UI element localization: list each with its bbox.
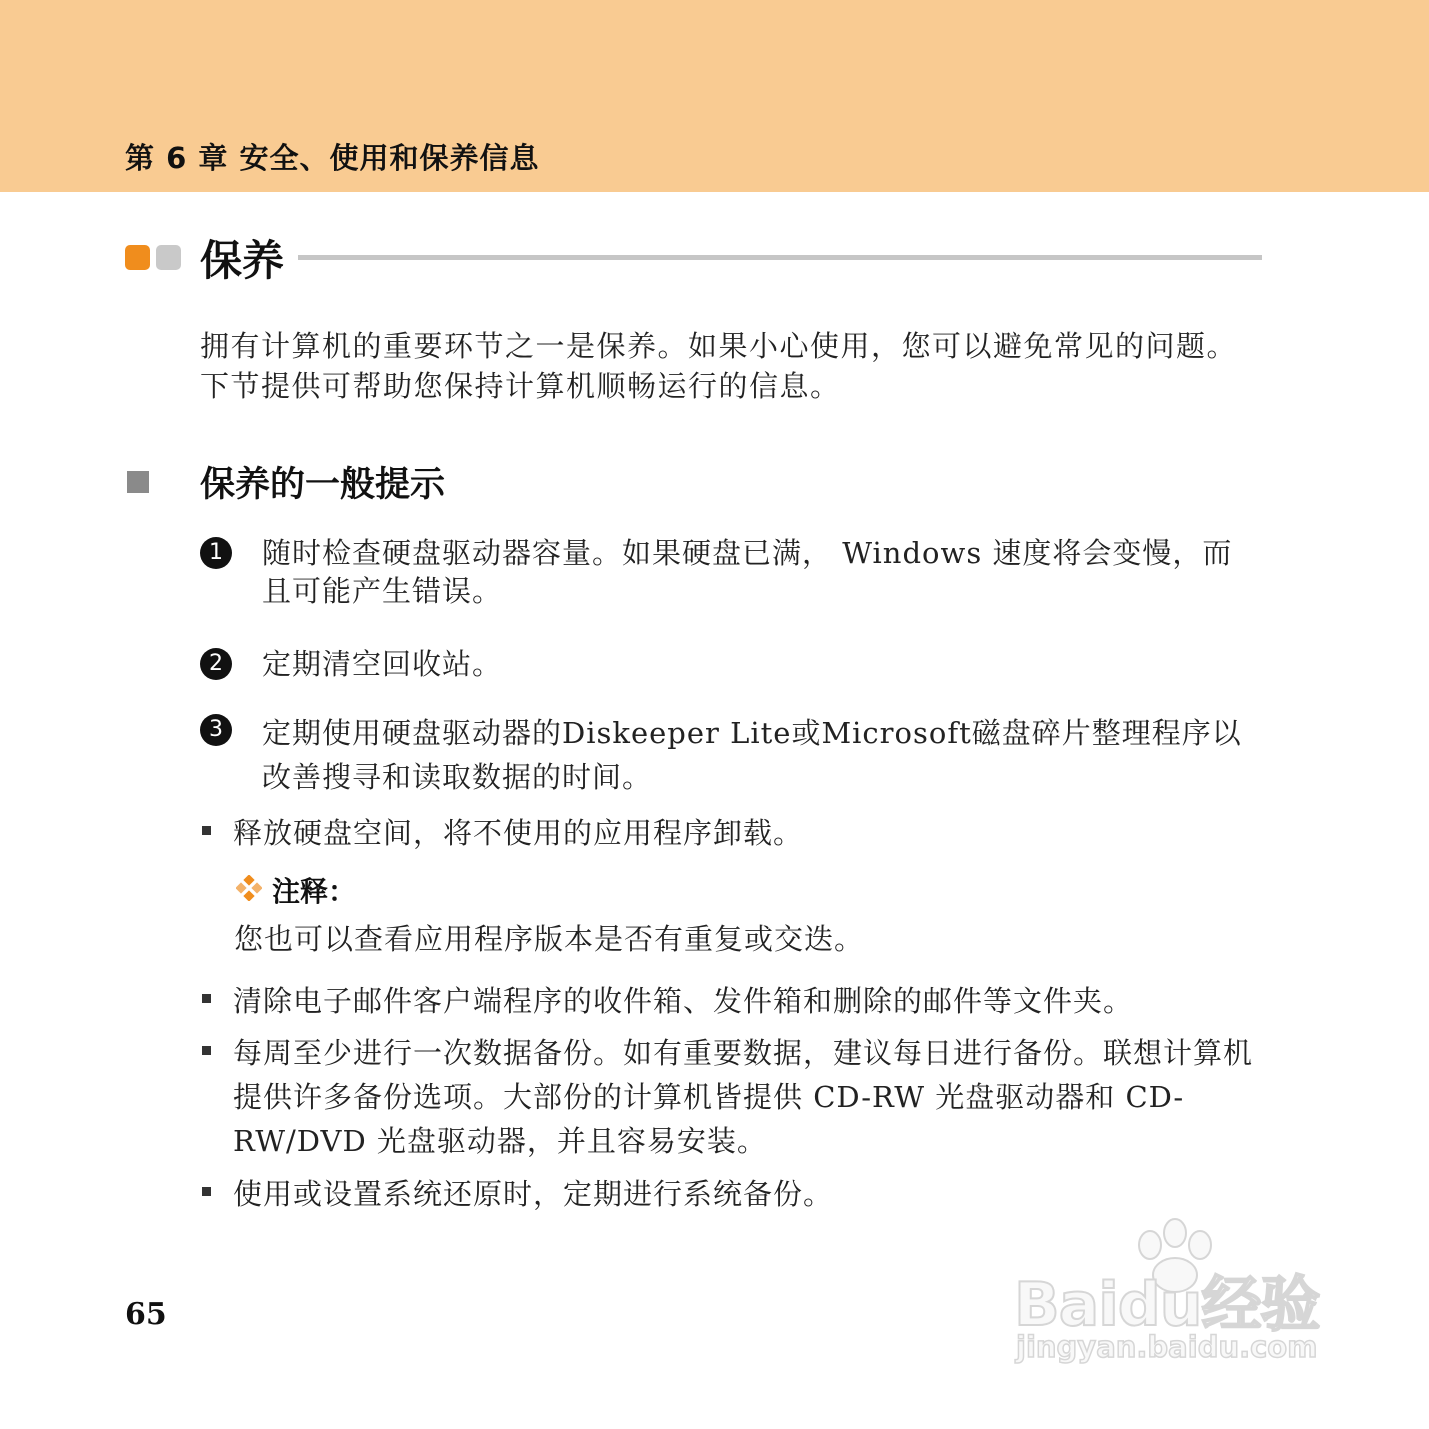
chapter-title: 第 6 章 安全、使用和保养信息 <box>125 141 540 175</box>
chapter-header-band <box>0 0 1429 192</box>
numbered-item-text: 定期清空回收站。 <box>262 647 503 681</box>
numbered-item <box>200 645 1262 683</box>
section-title: 保养 <box>200 236 285 285</box>
subsection-heading <box>125 455 825 505</box>
section-divider <box>298 255 1262 260</box>
bullet-item <box>200 811 1262 855</box>
baidu-watermark <box>1010 1215 1350 1375</box>
bullet-text: 每周至少进行一次数据备份。如有重要数据，建议每日进行备份。联想计算机提供许多备份选项。大部份的计算机皆提供 CD-RW 光盘驱动器和 CD-RW/DVD 光盘驱动器，并且容易安装。 <box>233 1036 1254 1158</box>
bullet-item <box>200 1031 1262 1163</box>
orange-square-icon <box>125 245 150 270</box>
watermark-url: jingyan.baidu.com <box>1016 1330 1318 1364</box>
bullet-text: 清除电子邮件客户端程序的收件箱、发件箱和删除的邮件等文件夹。 <box>233 984 1134 1018</box>
intro-paragraph: 拥有计算机的重要环节之一是保养。如果小心使用，您可以避免常见的问题。下节提供可帮助您保持计算机顺畅运行的信息。 <box>200 329 1238 403</box>
bullet-text: 释放硬盘空间，将不使用的应用程序卸载。 <box>233 816 804 850</box>
page-number: 65 <box>125 1297 167 1332</box>
number-1-icon: 1 <box>200 537 232 569</box>
bullet-text: 使用或设置系统还原时，定期进行系统备份。 <box>233 1177 834 1211</box>
diamond-bullet-icon <box>236 875 262 901</box>
gray-square-icon <box>156 245 181 270</box>
numbered-item-text: 随时检查硬盘驱动器容量。如果硬盘已满， Windows 速度将会变慢，而且可能产生错误。 <box>262 536 1233 608</box>
bullet-item <box>200 979 1262 1023</box>
bullet-item <box>200 1172 1262 1216</box>
subsection-title: 保养的一般提示 <box>200 465 446 505</box>
number-2-icon: 2 <box>200 648 232 680</box>
gray-square-bullet-icon <box>127 471 149 493</box>
note-heading <box>234 868 1234 908</box>
note-label: 注释： <box>272 875 357 908</box>
note-text: 您也可以查看应用程序版本是否有重复或交迭。 <box>234 922 865 956</box>
numbered-item <box>200 534 1262 610</box>
section-heading <box>125 228 1265 288</box>
square-bullet-icon <box>202 994 211 1003</box>
square-bullet-icon <box>202 1187 211 1196</box>
watermark-brand: Baidu经验 <box>1014 1270 1320 1340</box>
number-3-icon: 3 <box>200 714 232 746</box>
square-bullet-icon <box>202 1046 211 1055</box>
square-bullet-icon <box>202 826 211 835</box>
numbered-item-text: 定期使用硬盘驱动器的Diskeeper Lite或Microsoft磁盘碎片整理程序以改善搜寻和读取数据的时间。 <box>262 716 1242 794</box>
numbered-item <box>200 711 1262 799</box>
